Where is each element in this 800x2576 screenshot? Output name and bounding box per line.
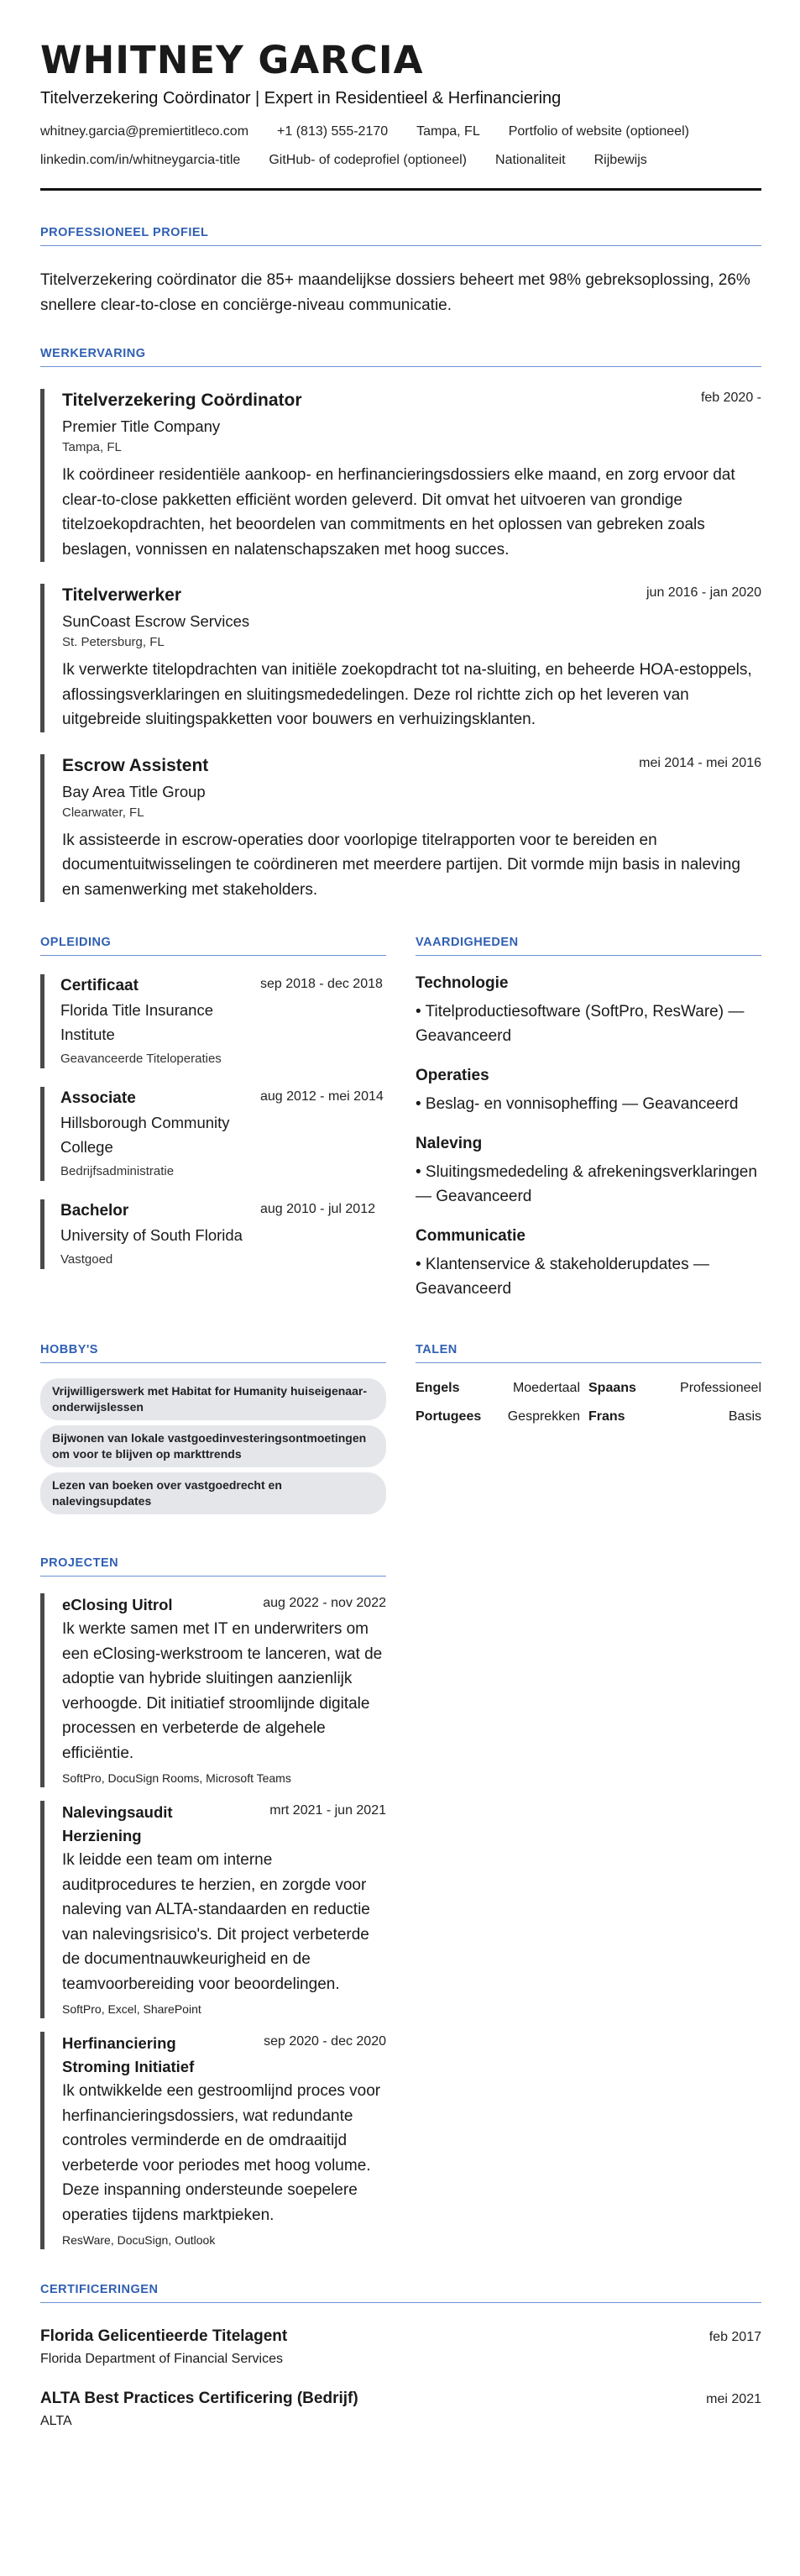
- education-degree: Associate: [60, 1089, 136, 1107]
- languages-section: [416, 1343, 761, 1519]
- hobby-pill: Vrijwilligerswerk met Habitat for Humanity huiseigenaar-onderwijslessen: [40, 1378, 386, 1420]
- education-section: [40, 936, 386, 1301]
- experience-section: [40, 347, 761, 902]
- resume-header: [40, 37, 761, 191]
- contact-phone[interactable]: +1 (813) 555-2170: [277, 124, 389, 139]
- certification-issuer: Florida Department of Financial Services: [40, 2352, 284, 2366]
- skill-item: • Titelproductiesoftware (SoftPro, ResWare) — Geavanceerd: [416, 1003, 745, 1045]
- project-entry: [40, 1801, 386, 2018]
- language-name: Frans: [588, 1409, 625, 1424]
- project-date: sep 2020 - dec 2020: [264, 2034, 386, 2049]
- projects-section: [40, 1556, 386, 2249]
- candidate-subtitle: Titelverzekering Coördinator | Expert in Residentieel & Herfinanciering: [40, 89, 562, 108]
- job-description: Ik coördineer residentiële aankoop- en herfinancieringsdossiers elke maand, en zorg ervoor dat clear-to-close pakketten efficiënt worden geleverd. Dit omvat het uitvoeren van grondige titelzoekopdrachten, het beoordelen van commitments en het oplossen van gebreken zoals beslagen, vonnissen en nalatenschapszaken met hoog succes.: [62, 466, 735, 559]
- contact-linkedin[interactable]: linkedin.com/in/whitneygarcia-title: [40, 153, 241, 167]
- hobbies-languages-row: [40, 1343, 761, 1519]
- contact-drivers-license: Rijbewijs: [593, 153, 647, 167]
- skill-category: Technologie: [416, 974, 509, 992]
- project-title: Nalevingsaudit Herziening: [62, 1803, 173, 1844]
- certification-date: mei 2021: [706, 2392, 761, 2406]
- job-location: St. Petersburg, FL: [62, 635, 165, 649]
- education-degree: Bachelor: [60, 1202, 129, 1220]
- section-title-education: OPLEIDING: [40, 936, 386, 956]
- job-title: Titelverzekering Coördinator: [62, 391, 302, 410]
- language-level: Professioneel: [680, 1381, 761, 1395]
- job-title: Escrow Assistent: [62, 755, 209, 775]
- job-company: SunCoast Escrow Services: [62, 612, 250, 630]
- language-name: Engels: [416, 1381, 460, 1395]
- project-title: Herfinanciering Stroming Initiatief: [62, 2034, 195, 2075]
- contact-info: [40, 123, 761, 170]
- certification-name: ALTA Best Practices Certificering (Bedrijf): [40, 2390, 358, 2407]
- hobby-pill: Bijwonen van lokale vastgoedinvesteringsontmoetingen om voor te blijven op markttrends: [40, 1425, 386, 1467]
- section-title-profile: PROFESSIONEEL PROFIEL: [40, 226, 761, 246]
- skill-category: Communicatie: [416, 1227, 525, 1245]
- contact-email[interactable]: whitney.garcia@premiertitleco.com: [40, 124, 249, 139]
- job-date: mei 2014 - mei 2016: [639, 755, 761, 770]
- certifications-section: [40, 2283, 761, 2431]
- contact-portfolio[interactable]: Portfolio of website (optioneel): [508, 124, 689, 139]
- contact-nationality: Nationaliteit: [495, 153, 566, 167]
- contact-location: Tampa, FL: [416, 124, 480, 139]
- education-field: Geavanceerde Titeloperaties: [60, 1052, 222, 1066]
- project-date: mrt 2021 - jun 2021: [269, 1803, 386, 1818]
- job-entry: [40, 584, 761, 732]
- project-entry: [40, 1593, 386, 1787]
- education-field: Bedrijfsadministratie: [60, 1164, 175, 1178]
- language-level: Basis: [728, 1409, 761, 1424]
- languages-grid: [416, 1378, 761, 1427]
- skill-item: • Sluitingsmededeling & afrekeningsverklaringen — Geavanceerd: [416, 1163, 757, 1205]
- education-entry: [40, 1087, 386, 1181]
- job-location: Tampa, FL: [62, 440, 122, 454]
- education-entry: [40, 1199, 386, 1269]
- education-field: Vastgoed: [60, 1252, 113, 1267]
- certification-issuer: ALTA: [40, 2414, 72, 2428]
- hobbies-section: [40, 1343, 386, 1519]
- profile-summary: Titelverzekering coördinator die 85+ maandelijkse dossiers beheert met 98% gebreksoplossing, 26% snellere clear-to-close en conciërge-niveau communicatie.: [40, 271, 750, 314]
- contact-github[interactable]: GitHub- of codeprofiel (optioneel): [269, 153, 468, 167]
- project-description: Ik werkte samen met IT en underwriters om een eClosing-werkstroom te lanceren, wat de adoptie van hybride sluitingen aanzienlijk verhoogde. Dit initiatief stroomlijnde digitale processen en verbeterde de algehele efficiëntie.: [62, 1620, 383, 1762]
- education-date: aug 2010 - jul 2012: [260, 1202, 375, 1216]
- section-title-certifications: CERTIFICERINGEN: [40, 2283, 761, 2303]
- hobby-pill: Lezen van boeken over vastgoedrecht en nalevingsupdates: [40, 1472, 386, 1514]
- project-entry: [40, 2032, 386, 2249]
- project-tools: SoftPro, Excel, SharePoint: [62, 2002, 201, 2016]
- profile-section: [40, 226, 761, 318]
- language-level: Gesprekken: [507, 1409, 580, 1424]
- language-name: Spaans: [588, 1381, 636, 1395]
- section-title-hobbies: HOBBY'S: [40, 1343, 386, 1363]
- skill-item: • Beslag- en vonnisopheffing — Geavanceerd: [416, 1095, 739, 1113]
- education-school: Hillsborough Community College: [60, 1114, 230, 1156]
- section-title-skills: VAARDIGHEDEN: [416, 936, 761, 956]
- job-date: feb 2020 -: [700, 391, 761, 405]
- job-entry: [40, 754, 761, 903]
- education-school: University of South Florida: [60, 1226, 243, 1244]
- skill-group: [416, 1133, 761, 1209]
- job-entry: [40, 389, 761, 562]
- skills-section: [416, 936, 761, 1301]
- job-company: Bay Area Title Group: [62, 782, 206, 800]
- skill-category: Operaties: [416, 1067, 489, 1084]
- job-title: Titelverwerker: [62, 585, 182, 605]
- project-description: Ik leidde een team om interne auditprocedures te herzien, en zorgde voor naleving van ALTA-standaarden en reductie van nalevingsrisico's. Dit project verbeterde de documentnauwkeurigheid en de teamvoorbereiding voor beoordelingen.: [62, 1851, 370, 1993]
- project-date: aug 2022 - nov 2022: [263, 1596, 386, 1610]
- education-degree: Certificaat: [60, 977, 139, 994]
- job-date: jun 2016 - jan 2020: [646, 585, 761, 600]
- certification-entry: [40, 2325, 761, 2369]
- project-tools: SoftPro, DocuSign Rooms, Microsoft Teams: [62, 1771, 291, 1785]
- skill-item: • Klantenservice & stakeholderupdates — Geavanceerd: [416, 1256, 709, 1298]
- skill-group: [416, 1065, 761, 1116]
- section-title-experience: WERKERVARING: [40, 347, 761, 367]
- header-divider: [40, 188, 761, 191]
- project-tools: ResWare, DocuSign, Outlook: [62, 2233, 216, 2247]
- education-skills-row: [40, 936, 761, 1301]
- section-title-languages: TALEN: [416, 1343, 761, 1363]
- job-description: Ik assisteerde in escrow-operaties door voorlopige titelrapporten voor te bereiden en documentuitwisselingen te coördineren met meerdere partijen. Dit vormde mijn basis in naleving en samenwerking met stakeholders.: [62, 831, 740, 899]
- certification-entry: [40, 2387, 761, 2431]
- project-title: eClosing Uitrol: [62, 1596, 173, 1613]
- section-title-projects: PROJECTEN: [40, 1556, 386, 1577]
- job-description: Ik verwerkte titelopdrachten van initiële zoekopdracht tot na-sluiting, en beheerde HOA-estoppels, aflossingsverklaringen en sluitingsmededelingen. Deze rol richtte zich op het leveren van uitgebreide sluitingspakketten voor bouwers en verhuizingsklanten.: [62, 661, 752, 728]
- skill-group: [416, 1225, 761, 1301]
- education-date: sep 2018 - dec 2018: [260, 977, 383, 991]
- education-date: aug 2012 - mei 2014: [260, 1089, 384, 1104]
- certification-date: feb 2017: [708, 2330, 761, 2344]
- certification-name: Florida Gelicentieerde Titelagent: [40, 2327, 288, 2345]
- job-company: Premier Title Company: [62, 417, 221, 435]
- education-entry: [40, 974, 386, 1068]
- education-school: Florida Title Insurance Institute: [60, 1001, 214, 1043]
- language-name: Portugees: [416, 1409, 482, 1424]
- skill-category: Naleving: [416, 1135, 483, 1152]
- candidate-name: WHITNEY GARCIA: [40, 38, 424, 82]
- job-location: Clearwater, FL: [62, 805, 144, 820]
- project-description: Ik ontwikkelde een gestroomlijnd proces voor herfinancieringsdossiers, wat redundante controles verminderde en de omdraaitijd verbeterde voor periodes met hoog volume. Deze inspanning ondersteunde soepelere operaties tijdens marktpieken.: [62, 2082, 381, 2224]
- language-level: Moedertaal: [512, 1381, 580, 1395]
- skill-group: [416, 973, 761, 1048]
